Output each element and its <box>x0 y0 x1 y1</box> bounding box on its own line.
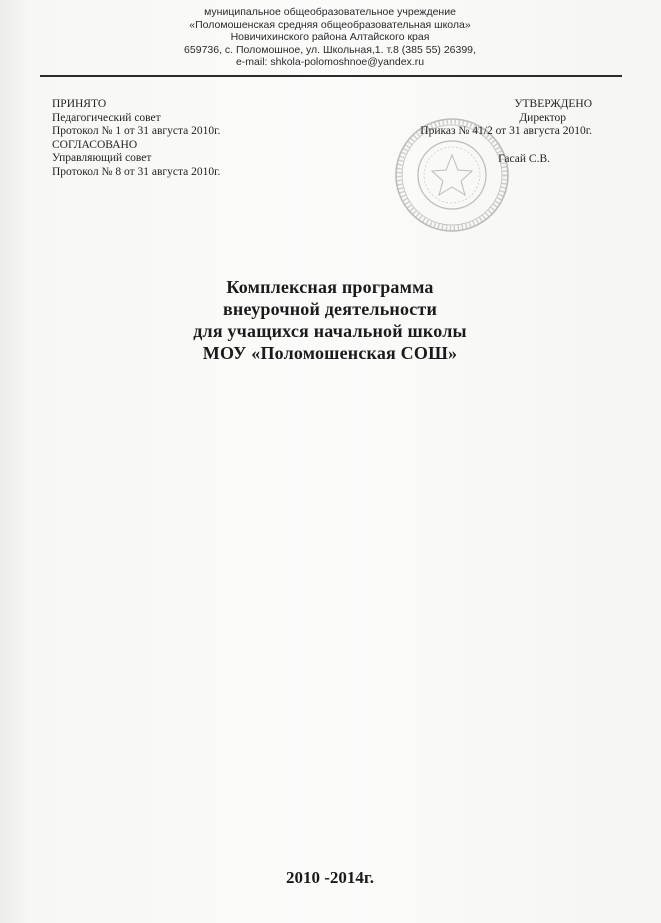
school-header <box>150 6 510 69</box>
director-label: Директор <box>519 111 566 124</box>
program-years: 2010 -2014г. <box>286 868 374 887</box>
approved-block <box>360 98 592 166</box>
approved-heading: УТВЕРЖДЕНО <box>514 98 592 110</box>
header-divider <box>40 75 622 77</box>
header-line: «Поломошенская средняя общеобразовательная школа» <box>189 18 471 31</box>
header-line: e-mail: shkola-polomoshnoe@yandex.ru <box>235 56 425 69</box>
title-line: внеурочной деятельности <box>222 299 438 319</box>
governing-council: Управляющий совет <box>52 152 152 165</box>
agreed-heading: СОГЛАСОВАНО <box>52 138 138 151</box>
protocol-1: Протокол № 1 от 31 августа 2010г. <box>52 125 221 138</box>
accepted-block <box>52 98 312 180</box>
pedagogical-council: Педагогический совет <box>52 111 161 124</box>
title-line: МОУ «Поломошенская СОШ» <box>202 343 458 363</box>
header-line: 659736, с. Поломошное, ул. Школьная,1. т.8 (385 55) 26399, <box>184 43 476 56</box>
director-signature: Гасай С.В. <box>498 152 550 165</box>
accepted-heading: ПРИНЯТО <box>52 98 107 110</box>
protocol-8: Протокол № 8 от 31 августа 2010г. <box>52 165 221 178</box>
header-line: муниципальное общеобразовательное учреждение <box>204 6 456 18</box>
header-line: Новичихинского района Алтайского края <box>230 31 430 44</box>
document-title <box>100 276 560 364</box>
title-line: Комплексная программа <box>226 277 434 297</box>
title-line: для учащихся начальной школы <box>193 321 467 341</box>
order-line: Приказ № 41/2 от 31 августа 2010г. <box>420 125 592 138</box>
